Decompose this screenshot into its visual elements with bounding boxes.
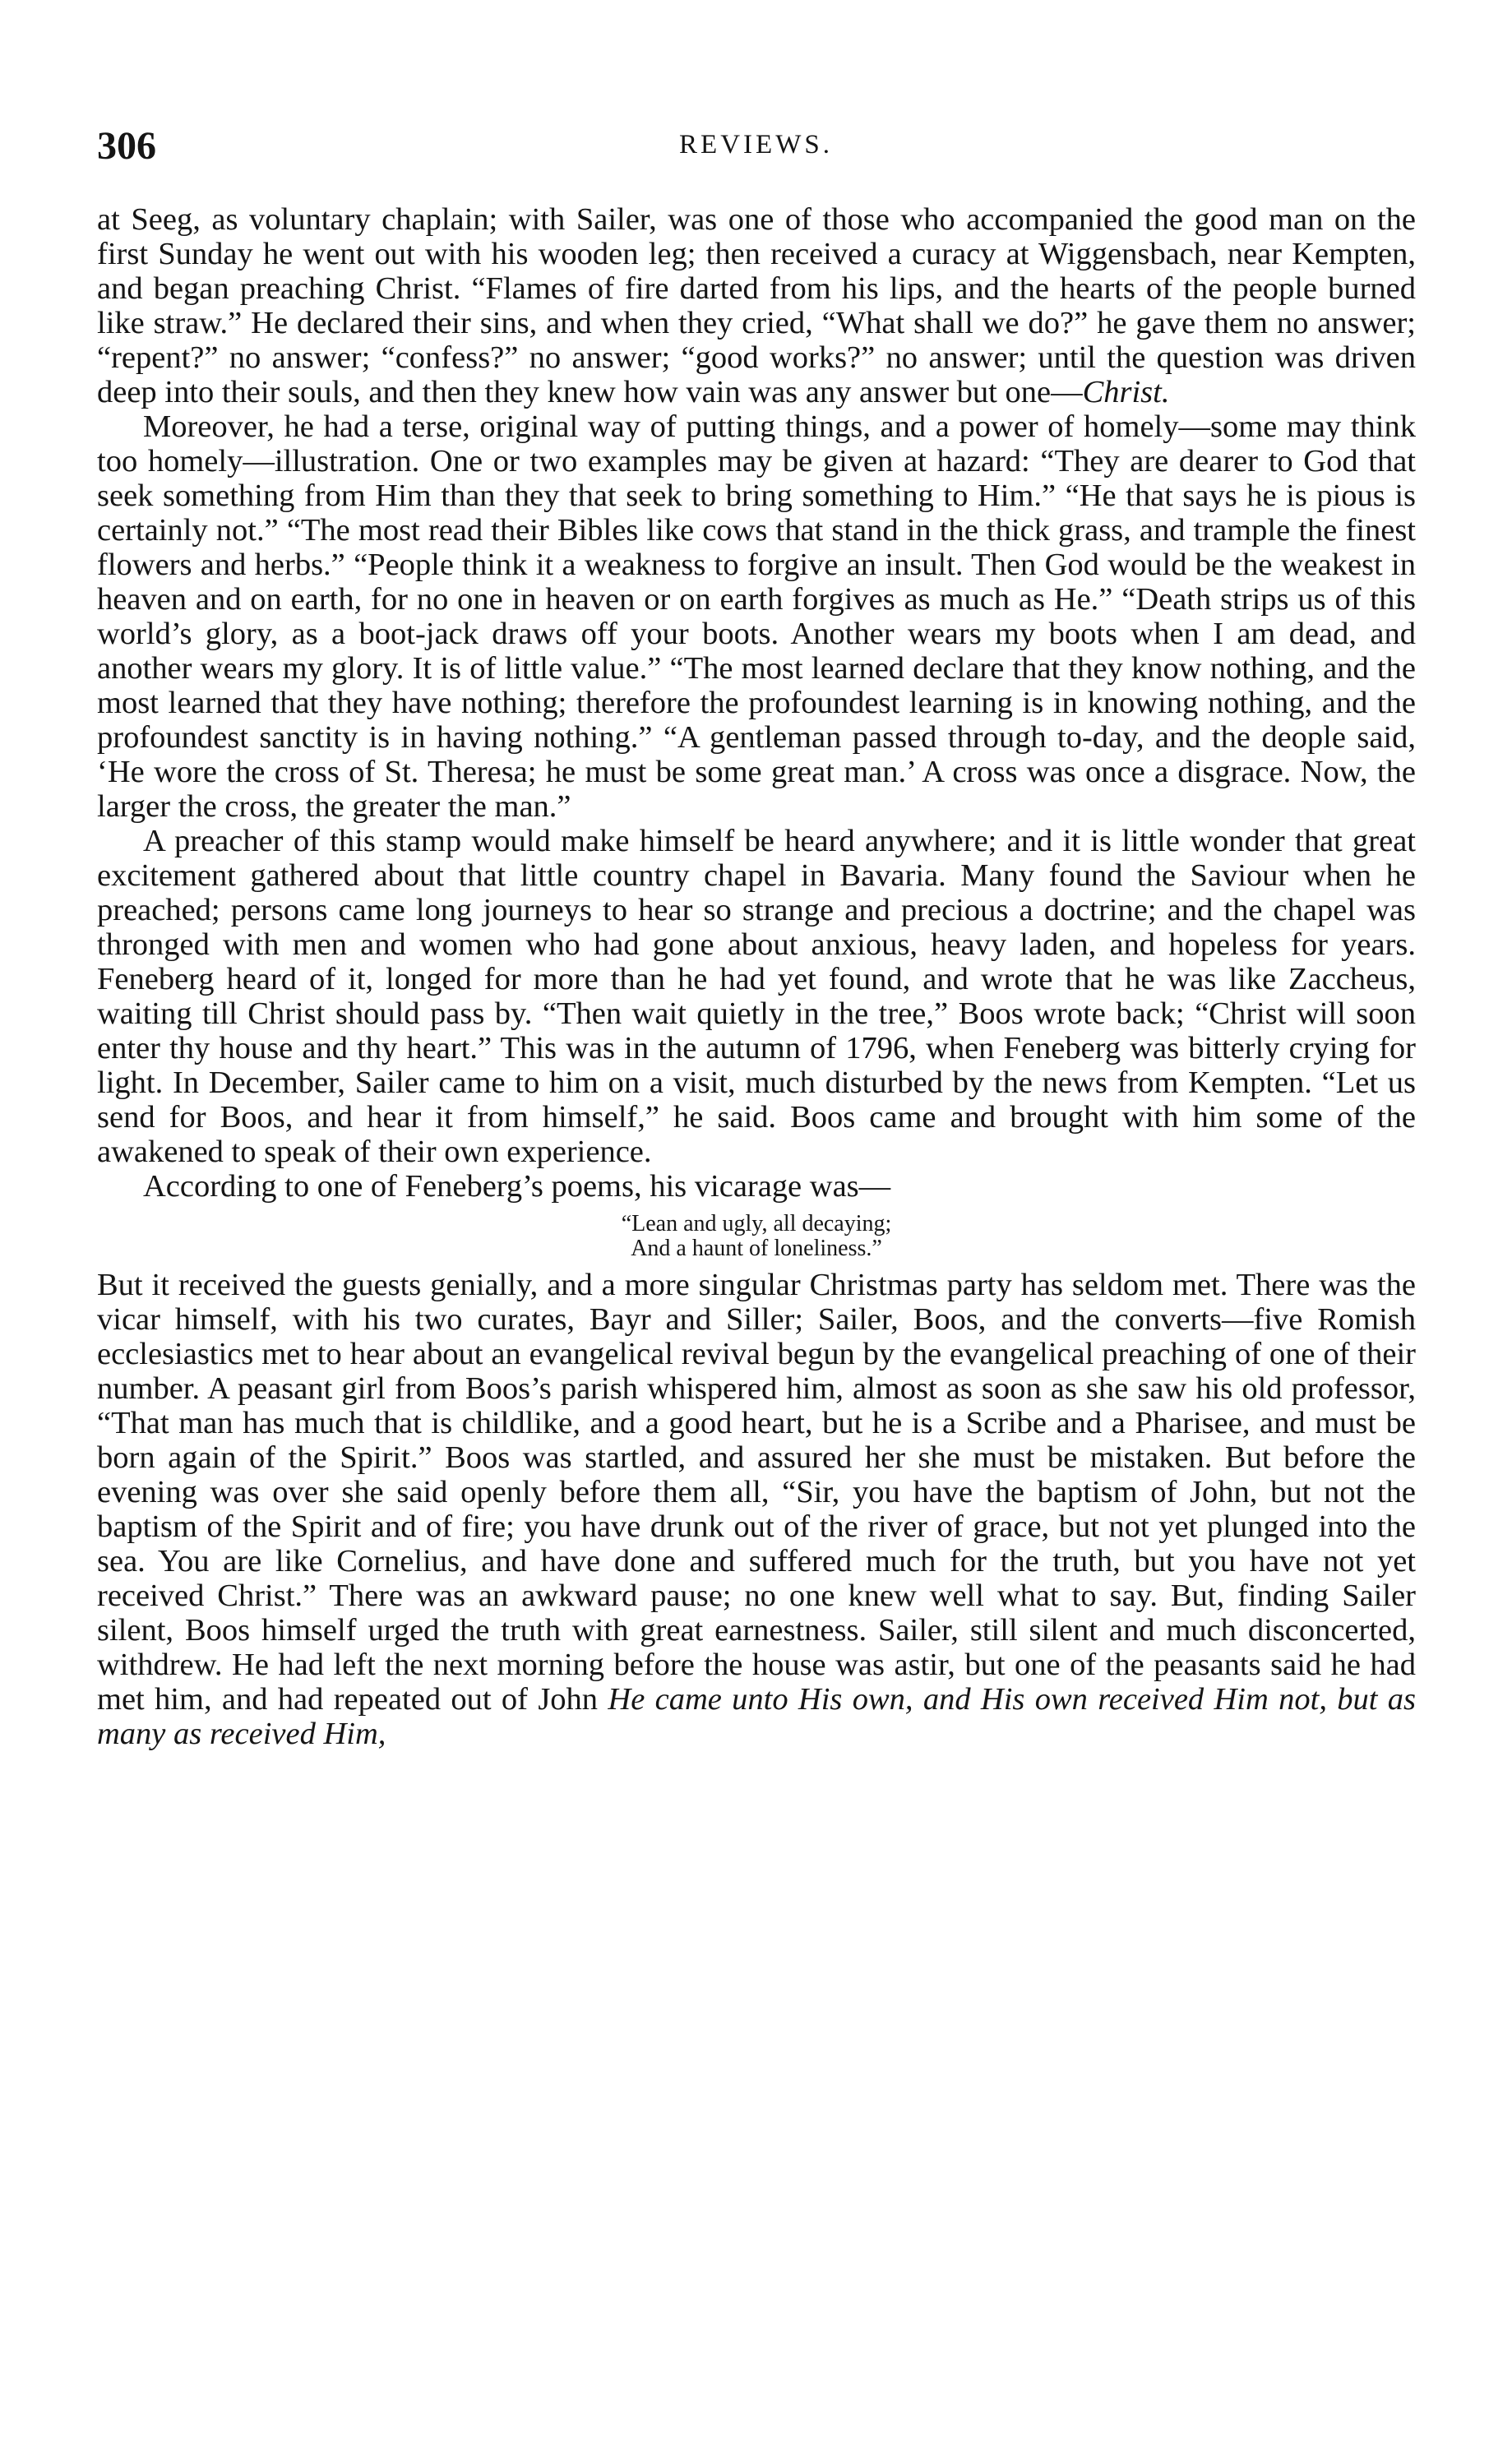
verse-line-1: “Lean and ugly, all decaying; <box>621 1211 892 1236</box>
paragraph-1-emphasis: Christ. <box>1082 375 1170 409</box>
paragraph-3: A preacher of this stamp would make himself be heard anywhere; and it is little wonder that great excitement gathered about that little country chapel in Bavaria. Many found the Saviour when he preached; persons came long journeys to hear so strange and precious a doctrine; and the chapel was thronged with men and women who had gone about anxious, heavy laden, and hopeless for years. Feneberg heard of it, longed for more than he had yet found, and wrote that he was like Zaccheus, waiting till Christ should pass by. “Then wait quietly in the tree,” Boos wrote back; “Christ will soon enter thy house and thy heart.” This was in the autumn of 1796, when Feneberg was bitterly crying for light. In December, Sailer came to him on a visit, much disturbed by the news from Kempten. “Let us send for Boos, and hear it from himself,” he said. Boos came and brought with him some of the awakened to speak of their own experience. <box>97 824 1416 1169</box>
running-title: REVIEWS. <box>679 130 833 159</box>
page-number: 306 <box>97 124 156 168</box>
paragraph-4: According to one of Feneberg’s poems, his vicarage was— <box>143 1169 891 1204</box>
paragraph-5-emphasis: He came unto His own, and His own received Him not, but as many as received Him, <box>97 1682 1417 1751</box>
paragraph-5 <box>97 1268 1416 1751</box>
verse-line-2: And a haunt of loneliness.” <box>631 1236 882 1261</box>
paragraph-2: Moreover, he had a terse, original way of putting things, and a power of homely—some may think too homely—illustration. One or two examples may be given at hazard: “They are dearer to God that seek something from Him than they that seek to bring something to Him.” “He that says he is pious is certainly not.” “The most read their Bibles like cows that stand in the thick grass, and trample the finest flowers and herbs.” “People think it a weakness to forgive an insult. Then God would be the weakest in heaven and on earth, for no one in heaven or on earth forgives as much as He.” “Death strips us of this world’s glory, as a boot-jack draws off your boots. Another wears my boots when I am dead, and another wears my glory. It is of little value.” “The most learned declare that they know nothing, and the most learned that they have nothing; therefore the profoundest learning is in knowing nothing, and the profoundest sanctity is in having nothing.” “A gentleman passed through to-day, and the deople said, ‘He wore the cross of St. Theresa; he must be some great man.’ A cross was once a disgrace. Now, the larger the cross, the greater the man.” <box>97 409 1416 824</box>
paragraph-1-text: at Seeg, as voluntary chaplain; with Sailer, was one of those who accompanied the good man on the first Sunday he went out with his wooden leg; then received a curacy at Wiggensbach, near Kempten, and began preaching Christ. “Flames of fire darted from his lips, and the hearts of the people burned like straw.” He declared their sins, and when they cried, “What shall we do?” he gave them no answer; “repent?” no answer; “confess?” no answer; “good works?” no answer; until the question was driven deep into their souls, and then they knew how vain was any answer but one— <box>97 202 1416 409</box>
paragraph-1 <box>97 202 1416 409</box>
paragraph-5-text: But it received the guests genially, and a more singular Christmas party has seldom met. There was the vicar himself, with his two curates, Bayr and Siller; Sailer, Boos, and the converts—five Romish ecclesiastics met to hear about an evangelical revival begun by the evangelical preaching of one of their number. A peasant girl from Boos’s parish whispered him, almost as soon as she saw his old professor, “That man has much that is childlike, and a good heart, but he is a Scribe and a Pharisee, and must be born again of the Spirit.” Boos was startled, and assured her she must be mistaken. But before the evening was over she said openly before them all, “Sir, you have the baptism of John, but not the baptism of the Spirit and of fire; you have drunk out of the river of grace, but not yet plunged into the sea. You are like Cornelius, and have done and suffered much for the truth, but you have not yet received Christ.” There was an awkward pause; no one knew well what to say. But, finding Sailer silent, Boos himself urged the truth with great earnestness. Sailer, still silent and much disconcerted, withdrew. He had left the next morning before the house was astir, but one of the peasants said he had met him, and had repeated out of John <box>97 1268 1416 1717</box>
verse-quotation <box>97 1212 1416 1261</box>
body-text <box>97 202 1416 1751</box>
